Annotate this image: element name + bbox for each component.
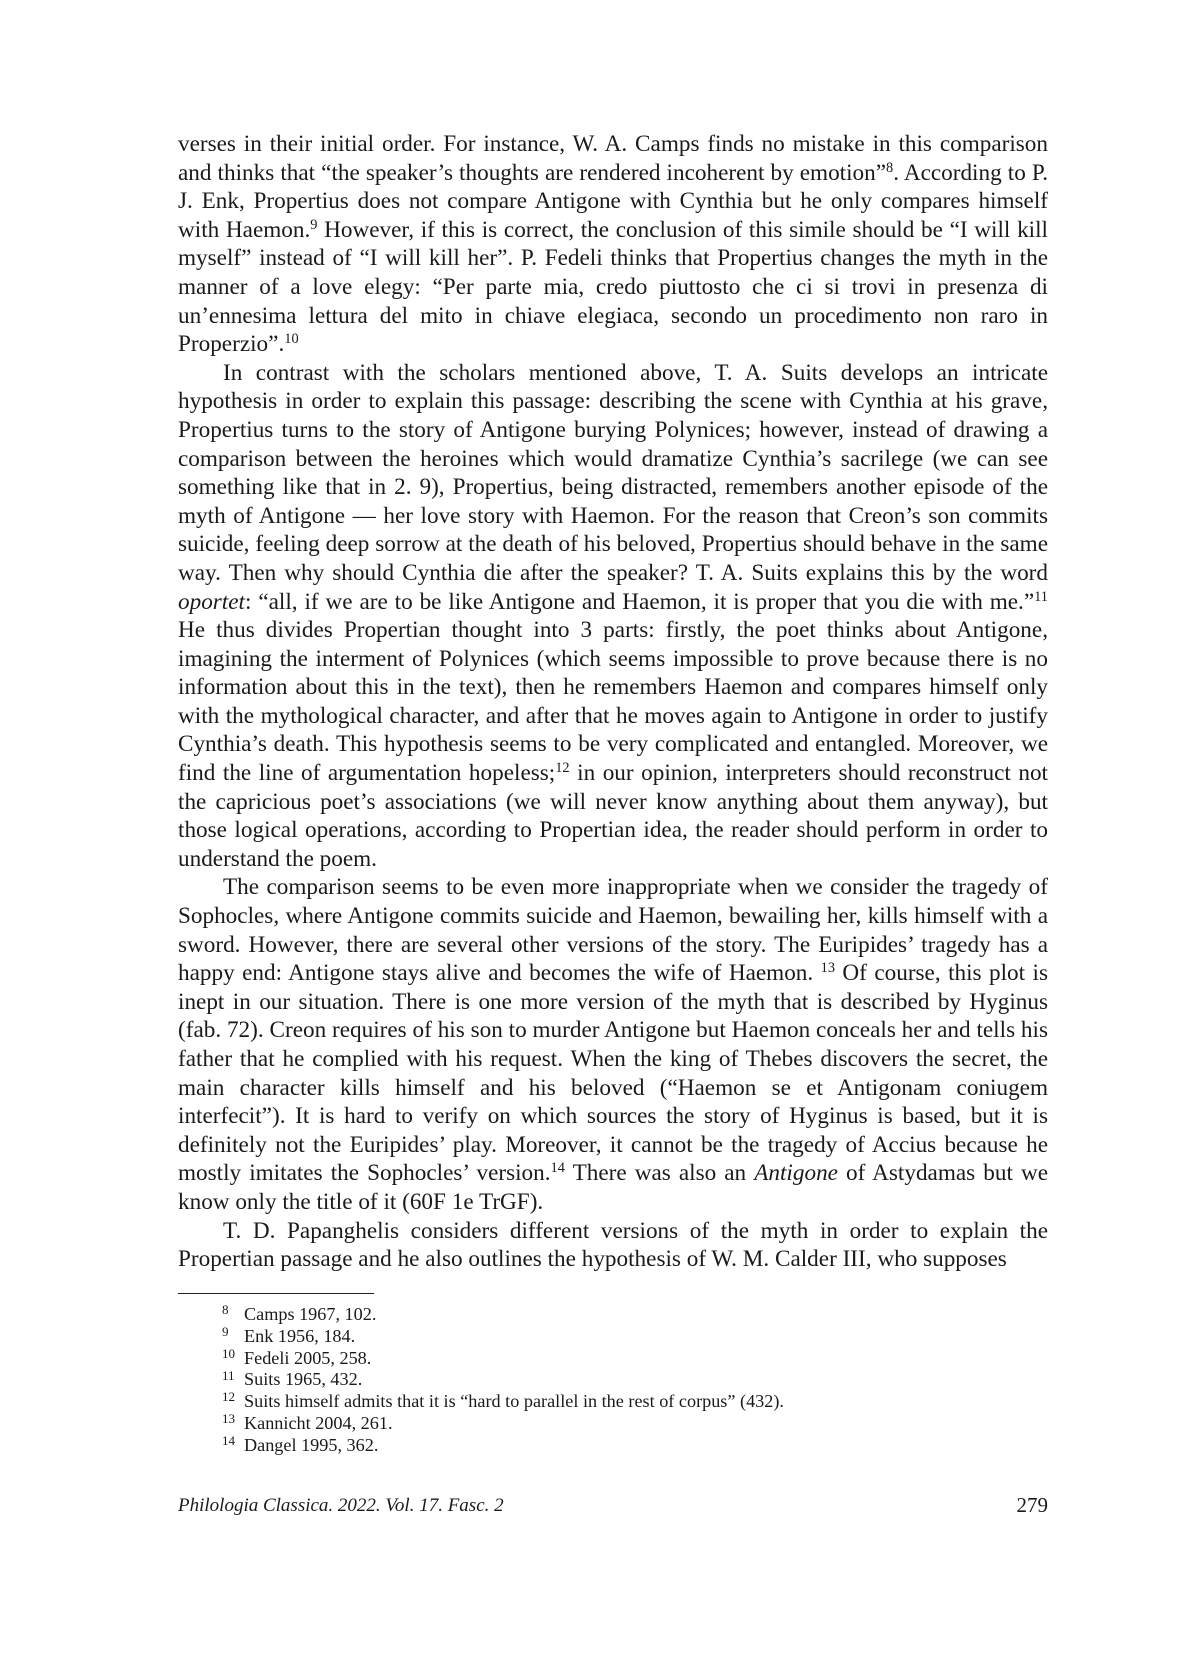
paragraph-text: He thus divides Propertian thought into 3 parts: firstly, the poet thinks about Antigone, imagining the interment of Polynices (which seems impossible to prove because there is no information about this in the text), then he remembers Haemon and compares himself only with the mythological character, and after that he moves again to Antigone in order to justify Cynthia’s death. This hypothesis seems to be very complicated and entangled. Moreover, we find the line of argumentation hopeless; bbox=[178, 617, 1048, 787]
footnote-9: 9 Enk 1956, 184. bbox=[222, 1323, 356, 1346]
paragraph-text: in our opinion, interpreters should reconstruct not the capricious poet’s associations (we will never know anything about them anyway), but those logical operations, according to Propertian idea, the reader should perform in order to understand the poem. bbox=[178, 760, 1048, 872]
footnote-text: Suits 1965, 432. bbox=[244, 1369, 363, 1390]
paragraph-text: . According to P. J. Enk, Propertius does not compare Antigone with Cynthia but he only compares himself with Haemon. bbox=[178, 159, 1048, 243]
italic-term: oportet bbox=[178, 588, 245, 615]
footnote-8: 8 Camps 1967, 102. bbox=[222, 1302, 377, 1324]
footnote-separator bbox=[178, 1293, 374, 1294]
footnote-ref-10[interactable]: 10 bbox=[284, 331, 299, 348]
paragraph-text: The comparison seems to be even more inappropriate when we consider the tragedy of Sophocles, where Antigone commits suicide and Haemon, bewailing her, kills himself with a sword. However, there are several other versions of the story. The Euripides’ tragedy has a happy end: Antigone stays alive and becomes the wife of Haemon. bbox=[178, 874, 1048, 987]
paragraph-2 bbox=[178, 359, 1048, 874]
footnotes bbox=[222, 1304, 1002, 1457]
paragraph-text: There was also an bbox=[564, 1160, 755, 1187]
footnote-text: Dangel 1995, 362. bbox=[244, 1434, 379, 1455]
footnote-14: 14 Dangel 1995, 362. bbox=[222, 1432, 379, 1455]
paragraph-text: of Astydamas but we know only the title of it (60F 1e TrGF). bbox=[178, 1160, 1048, 1215]
paragraph-text: verses in their initial order. For instance, W. A. Camps finds no mistake in this comparison and thinks that “the speaker’s thoughts are rendered incoherent by emotion” bbox=[178, 131, 1048, 186]
footnote-13: 13 Kannicht 2004, 261. bbox=[222, 1411, 393, 1433]
paragraph-text: In contrast with the scholars mentioned above, T. A. Suits develops an intricate hypothesis in order to explain this passage: describing the scene with Cynthia at his grave, Propertius turns to the story of Antigone burying Polynices; however, instead of drawing a comparison between the heroines which would dramatize Cynthia’s sacrilege (we can see something like that in 2. 9), Propertius, being distracted, remembers another episode of the myth of Antigone — her love story with Haemon. For the reason that Creon’s son commits suicide, feeling deep sorrow at the death of his beloved, Propertius should behave in the same way. Then why should Cynthia die after the speaker? T. A. Suits explains this by the word bbox=[178, 359, 1048, 586]
footnote-10: 10 Fedeli 2005, 258. bbox=[222, 1345, 372, 1368]
footnote-ref-9[interactable]: 9 bbox=[310, 216, 318, 233]
footnote-ref-13[interactable]: 13 bbox=[820, 960, 835, 977]
footnote-ref-12[interactable]: 12 bbox=[555, 760, 570, 777]
footnote-text: Kannicht 2004, 261. bbox=[244, 1412, 393, 1433]
footnote-ref-14[interactable]: 14 bbox=[550, 1160, 565, 1177]
footnote-text: Fedeli 2005, 258. bbox=[244, 1347, 372, 1368]
body-text bbox=[178, 130, 1048, 1274]
footnote-text: Suits himself admits that it is “hard to parallel in the rest of corpus” (432). bbox=[244, 1391, 784, 1412]
footnote-12: 12 Suits himself admits that it is “hard to parallel in the rest of corpus” (432). bbox=[222, 1389, 784, 1412]
page-number: 279 bbox=[1016, 1493, 1048, 1517]
paragraph-text: T. D. Papanghelis considers different versions of the myth in order to explain the Propertian passage and he also outlines the hypothesis of W. M. Calder III, who supposes bbox=[178, 1217, 1048, 1273]
footnote-text: Camps 1967, 102. bbox=[244, 1304, 377, 1324]
paragraph-text: : “all, if we are to be like Antigone and Haemon, it is proper that you die with me.” bbox=[244, 588, 1035, 615]
italic-title: Antigone bbox=[754, 1160, 838, 1187]
paragraph-text: However, if this is correct, the conclusion of this simile should be “I will kill myself” instead of “I will kill her”. P. Fedeli thinks that Propertius changes the myth in the manner of a love elegy: “Per parte mia, credo piuttosto che ci si trovi in presenza di un’ennesima lettura del mito in chiave elegiaca, secondo un procedimento non raro in Properzio”. bbox=[178, 216, 1048, 358]
footnote-11: 11 Suits 1965, 432. bbox=[222, 1367, 363, 1390]
paragraph-text: Of course, this plot is inept in our situation. There is one more version of the myth that is described by Hyginus (fab. 72). Creon requires of his son to murder Antigone but Haemon conceals her and tells his father that he complied with his request. When the king of Thebes discovers the secret, the main character kills himself and his beloved (“Haemon se et Antigonam coniugem interfecit”). It is hard to verify on which sources the story of Hyginus is based, but it is definitely not the Euripides’ play. Moreover, it cannot be the tragedy of Accius because he mostly imitates the Sophocles’ version. bbox=[178, 960, 1048, 1187]
paragraph-4 bbox=[178, 1217, 1048, 1274]
footnote-ref-11[interactable]: 11 bbox=[1034, 588, 1048, 605]
journal-citation: Philologia Classica. 2022. Vol. 17. Fasc. 2 bbox=[178, 1495, 504, 1516]
footnote-text: Enk 1956, 184. bbox=[244, 1325, 356, 1346]
paragraph-1 bbox=[178, 130, 1048, 359]
footnote-ref-8[interactable]: 8 bbox=[886, 159, 894, 176]
paragraph-3 bbox=[178, 873, 1048, 1216]
